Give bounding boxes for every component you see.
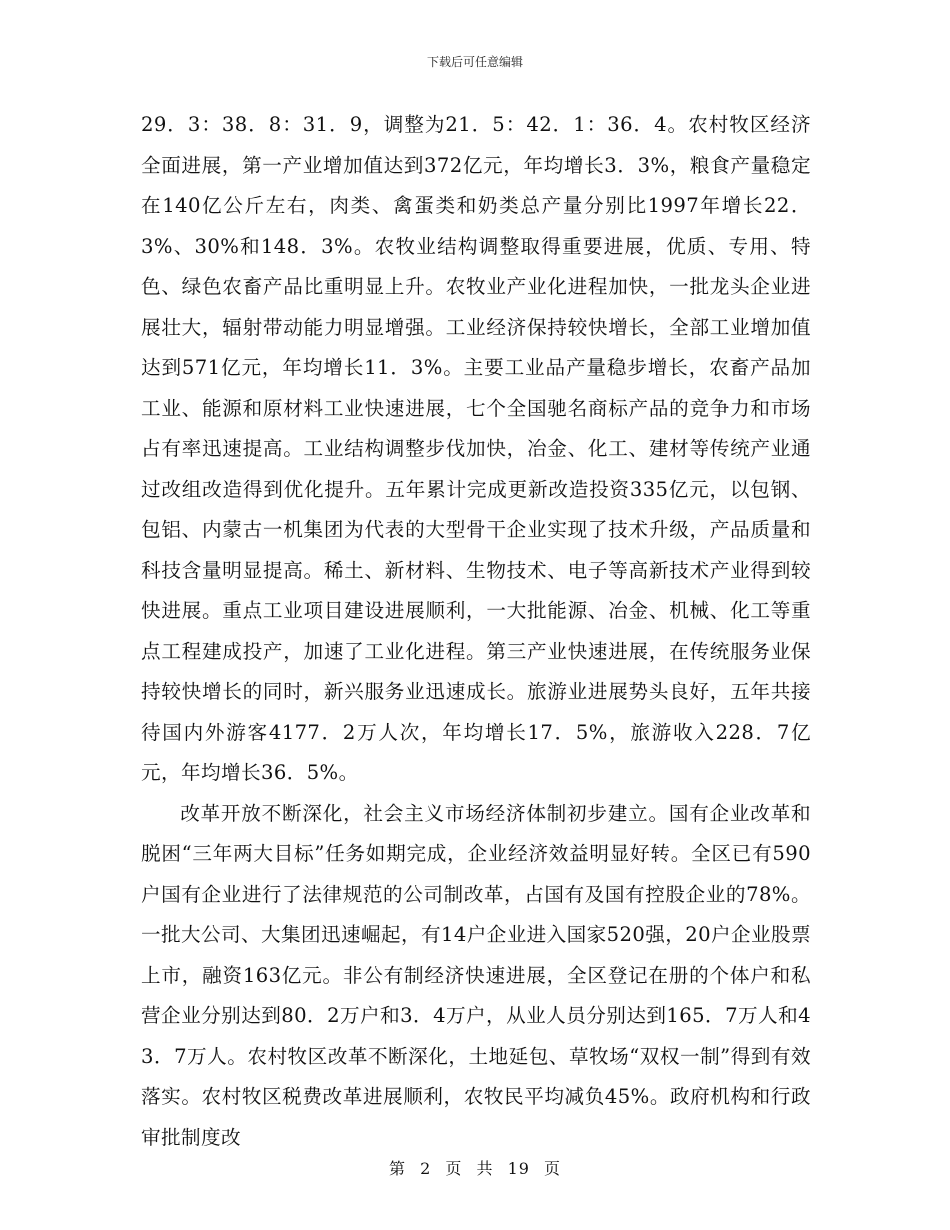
footer-page-mid: 页 xyxy=(445,1159,463,1178)
paragraph-1: 29．3：38．8：31．9，调整为21．5：42．1：36．4。农村牧区经济全面进展，第一产业增加值达到372亿元，年均增长3．3%，粮食产量稳定在140亿公斤左右，肉类、禽蛋类和奶类总产量分别比1997年增长22．3%、30%和148．3%。农牧业结构调整取得重要进展，优质、专用、特色、绿色农畜产品比重明显上升。农牧业产业化进程加快，一批龙头企业进展壮大，辐射带动能力明显增强。工业经济保持较快增长，全部工业增加值达到571亿元，年均增长11．3%。主要工业品产量稳步增长，农畜产品加工业、能源和原材料工业快速进展，七个全国驰名商标产品的竞争力和市场占有率迅速提高。工业结构调整步伐加快，冶金、化工、建材等传统产业通过改组改造得到优化提升。五年累计完成更新改造投资335亿元，以包钢、包铝、内蒙古一机集团为代表的大型骨干企业实现了技术升级，产品质量和科技含量明显提高。稀土、新材料、生物技术、电子等高新技术产业得到较快进展。重点工业项目建设进展顺利，一大批能源、冶金、机械、化工等重点工程建成投产，加速了工业化进程。第三产业快速进展，在传统服务业保持较快增长的同时，新兴服务业迅速成长。旅游业进展势头良好，五年共接待国内外游客4177．2万人次，年均增长17．5%，旅游收入228．7亿元，年均增长36．5%。 xyxy=(141,113,811,784)
footer-page-suffix: 页 xyxy=(544,1159,562,1178)
paragraph-2: 改革开放不断深化，社会主义市场经济体制初步建立。国有企业改革和脱困“三年两大目标”任务如期完成，企业经济效益明显好转。全区已有590户国有企业进行了法律规范的公司制改革，占国有及国有控股企业的78%。一批大公司、大集团迅速崛起，有14户企业进入国家520强，20户企业股票上市，融资163亿元。非公有制经济快速进展，全区登记在册的个体户和私营企业分别达到80．2万户和3．4万户，从业人员分别达到165．7万人和43．7万人。农村牧区改革不断深化，土地延包、草牧场“双权一制”得到有效落实。农村牧区税费改革进展顺利，农牧民平均减负45%。政府机构和行政审批制度改 xyxy=(141,801,811,1149)
footer-total-pages: 19 xyxy=(507,1159,530,1178)
document-body xyxy=(141,105,811,1158)
footer-page-prefix: 第 xyxy=(388,1159,406,1178)
page-footer xyxy=(0,1156,950,1179)
footer-page-number: 2 xyxy=(420,1159,432,1178)
footer-total-label: 共 xyxy=(476,1159,494,1178)
header-text: 下载后可任意编辑 xyxy=(426,55,523,69)
page-header xyxy=(0,53,950,70)
